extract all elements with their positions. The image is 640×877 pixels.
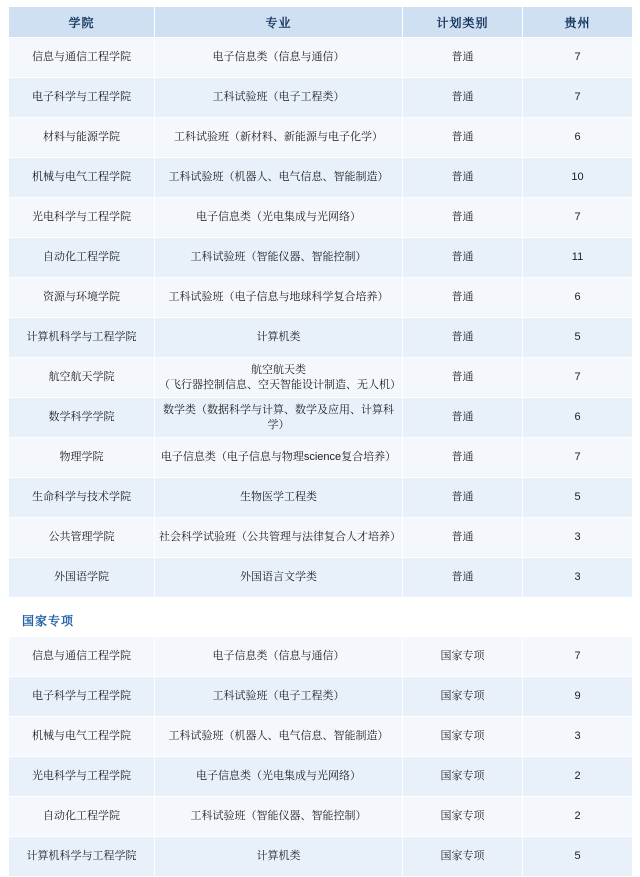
- cell-college: 机械与电气工程学院: [9, 158, 155, 198]
- cell-quota: 7: [523, 358, 633, 398]
- cell-major: 工科试验班（智能仪器、智能控制）: [155, 238, 403, 278]
- table-row: [9, 118, 633, 158]
- cell-college: 数学科学学院: [9, 398, 155, 438]
- cell-plan-type: 普通: [403, 478, 523, 518]
- cell-quota: 7: [523, 637, 633, 677]
- cell-major: 工科试验班（机器人、电气信息、智能制造）: [155, 158, 403, 198]
- cell-quota: 7: [523, 78, 633, 118]
- cell-quota: 3: [523, 717, 633, 757]
- cell-college: 公共管理学院: [9, 518, 155, 558]
- cell-quota: 5: [523, 478, 633, 518]
- cell-major: 工科试验班（机器人、电气信息、智能制造）: [155, 717, 403, 757]
- column-header-plan-type: 计划类别: [403, 7, 523, 38]
- table-row: [9, 198, 633, 238]
- national-special-plan-table: [8, 636, 633, 877]
- cell-college: 航空航天学院: [9, 358, 155, 398]
- cell-major: 生物医学工程类: [155, 478, 403, 518]
- cell-quota: 3: [523, 558, 633, 598]
- cell-plan-type: 普通: [403, 38, 523, 78]
- cell-plan-type: 普通: [403, 518, 523, 558]
- header-row: [9, 7, 633, 38]
- column-header-college: 学院: [9, 7, 155, 38]
- cell-college: 电子科学与工程学院: [9, 78, 155, 118]
- cell-quota: 10: [523, 158, 633, 198]
- cell-major: 工科试验班（电子工程类）: [155, 677, 403, 717]
- cell-college: 信息与通信工程学院: [9, 637, 155, 677]
- table-row: [9, 478, 633, 518]
- cell-major: [155, 358, 403, 398]
- cell-college: 外国语学院: [9, 558, 155, 598]
- cell-major: 工科试验班（智能仪器、智能控制）: [155, 797, 403, 837]
- cell-quota: 2: [523, 757, 633, 797]
- cell-plan-type: 普通: [403, 78, 523, 118]
- general-plan-body: [9, 38, 633, 598]
- national-special-plan-body: [9, 637, 633, 877]
- column-header-province: 贵州: [523, 7, 633, 38]
- cell-plan-type: 普通: [403, 278, 523, 318]
- table-row: [9, 837, 633, 877]
- cell-plan-type: 普通: [403, 438, 523, 478]
- cell-college: 电子科学与工程学院: [9, 677, 155, 717]
- table-row: [9, 637, 633, 677]
- cell-major: 电子信息类（光电集成与光网络）: [155, 198, 403, 238]
- cell-major: 工科试验班（电子信息与地球科学复合培养）: [155, 278, 403, 318]
- table-row: [9, 238, 633, 278]
- cell-college: 物理学院: [9, 438, 155, 478]
- cell-plan-type: 普通: [403, 238, 523, 278]
- table-row: [9, 757, 633, 797]
- cell-college: 机械与电气工程学院: [9, 717, 155, 757]
- cell-quota: 7: [523, 438, 633, 478]
- cell-college: 计算机科学与工程学院: [9, 837, 155, 877]
- table-row: [9, 717, 633, 757]
- cell-major: 数学类（数据科学与计算、数学及应用、计算科学）: [155, 398, 403, 438]
- table-row: [9, 158, 633, 198]
- cell-plan-type: 普通: [403, 398, 523, 438]
- cell-major: 计算机类: [155, 318, 403, 358]
- cell-plan-type: 国家专项: [403, 837, 523, 877]
- table-row: [9, 38, 633, 78]
- table-row: [9, 278, 633, 318]
- cell-college: 信息与通信工程学院: [9, 38, 155, 78]
- cell-quota: 5: [523, 318, 633, 358]
- cell-college: 光电科学与工程学院: [9, 198, 155, 238]
- cell-major: 电子信息类（信息与通信）: [155, 637, 403, 677]
- table-row: [9, 797, 633, 837]
- cell-college: 材料与能源学院: [9, 118, 155, 158]
- table-row: [9, 78, 633, 118]
- cell-plan-type: 普通: [403, 198, 523, 238]
- table-row: [9, 558, 633, 598]
- table-row: [9, 318, 633, 358]
- table-row: [9, 398, 633, 438]
- cell-plan-type: 国家专项: [403, 797, 523, 837]
- cell-plan-type: 国家专项: [403, 677, 523, 717]
- cell-major: 电子信息类（电子信息与物理science复合培养）: [155, 438, 403, 478]
- cell-major: 电子信息类（信息与通信）: [155, 38, 403, 78]
- major-line-1: 航空航天类: [251, 363, 306, 376]
- cell-college: 计算机科学与工程学院: [9, 318, 155, 358]
- section-title-national-special: 国家专项: [22, 614, 75, 628]
- cell-major: 电子信息类（光电集成与光网络）: [155, 757, 403, 797]
- cell-major: 社会科学试验班（公共管理与法律复合人才培养）: [155, 518, 403, 558]
- table-row: [9, 677, 633, 717]
- cell-major: 外国语言文学类: [155, 558, 403, 598]
- general-plan-table: [8, 6, 633, 598]
- table-row: [9, 518, 633, 558]
- cell-quota: 2: [523, 797, 633, 837]
- cell-college: 光电科学与工程学院: [9, 757, 155, 797]
- cell-quota: 6: [523, 398, 633, 438]
- cell-plan-type: 普通: [403, 318, 523, 358]
- major-line-2: （飞行器控制信息、空天智能设计制造、无人机）: [159, 378, 401, 391]
- cell-college: 生命科学与技术学院: [9, 478, 155, 518]
- cell-quota: 3: [523, 518, 633, 558]
- cell-major: 工科试验班（新材料、新能源与电子化学）: [155, 118, 403, 158]
- cell-plan-type: 普通: [403, 158, 523, 198]
- cell-plan-type: 国家专项: [403, 757, 523, 797]
- cell-major: 工科试验班（电子工程类）: [155, 78, 403, 118]
- cell-quota: 6: [523, 118, 633, 158]
- cell-plan-type: 国家专项: [403, 637, 523, 677]
- table-row: [9, 438, 633, 478]
- cell-college: 自动化工程学院: [9, 238, 155, 278]
- cell-quota: 7: [523, 38, 633, 78]
- cell-plan-type: 普通: [403, 118, 523, 158]
- cell-quota: 11: [523, 238, 633, 278]
- column-header-major: 专业: [155, 7, 403, 38]
- table-header: [9, 7, 633, 38]
- cell-quota: 9: [523, 677, 633, 717]
- cell-quota: 7: [523, 198, 633, 238]
- cell-college: 资源与环境学院: [9, 278, 155, 318]
- cell-college: 自动化工程学院: [9, 797, 155, 837]
- cell-plan-type: 国家专项: [403, 717, 523, 757]
- cell-plan-type: 普通: [403, 558, 523, 598]
- cell-quota: 6: [523, 278, 633, 318]
- cell-plan-type: 普通: [403, 358, 523, 398]
- cell-major: 计算机类: [155, 837, 403, 877]
- cell-quota: 5: [523, 837, 633, 877]
- table-row: [9, 358, 633, 398]
